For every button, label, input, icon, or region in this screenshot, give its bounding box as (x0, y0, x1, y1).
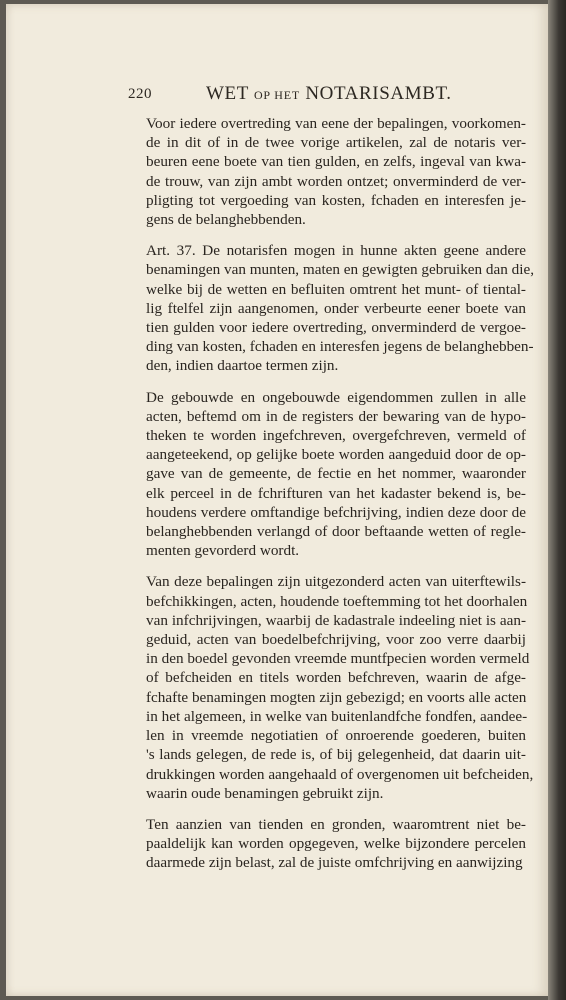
running-head-post: NOTARISAMBT. (305, 83, 452, 104)
running-head-small: OP HET (253, 88, 300, 102)
running-head (206, 83, 452, 105)
text-line: aangeteekend, op gelijke boete worden aangeduid door de op- (146, 446, 526, 464)
text-line: menten gevorderd wordt. (146, 542, 300, 560)
text-line: of befcheiden en titels worden befchreven, waarin de afge- (146, 669, 526, 687)
paragraph (146, 815, 526, 873)
text-line: befchikkingen, acten, houdende toeftemming tot het doorhalen (146, 592, 528, 610)
text-line: Voor iedere overtreding van eene der bepalingen, voorkomen- (146, 115, 526, 132)
text-line: in het algemeen, in welke van buitenlandfche fondfen, aandee- (146, 707, 528, 725)
text-line: beuren eene boete van tien gulden, en zelfs, ingeval van kwa- (146, 153, 526, 171)
paragraph (146, 572, 534, 802)
text-line: geduid, acten van boedelbefchrijving, voor zoo verre daarbij (146, 631, 526, 649)
text-line: lig ftelfel zijn aangenomen, onder verbeurte eener boete van (146, 299, 526, 317)
text-line: Ten aanzien van tienden en gronden, waaromtrent niet be- (146, 815, 526, 833)
page-number: 220 (128, 86, 152, 102)
text-line: De gebouwde en ongebouwde eigendommen zullen in alle (146, 388, 526, 406)
text-line: 's lands gelegen, de rede is, of bij gelegenheid, dat daarin uit- (146, 746, 526, 764)
text-line: Van deze bepalingen zijn uitgezonderd acten van uiterftewils- (146, 573, 526, 591)
text-line: daarmede zijn belast, zal de juiste omfchrijving en aanwijzing (146, 854, 523, 872)
text-line: acten, beftemd om in de registers der bewaring van de hypo- (146, 407, 526, 425)
text-line: gens de belanghebbenden. (146, 211, 306, 229)
text-line: paaldelijk kan worden opgegeven, welke bijzondere percelen (146, 835, 526, 853)
body-text (146, 114, 535, 873)
text-line: elk perceel in de fchrifturen van het kadaster bekend is, be- (146, 484, 526, 502)
text-line: ding van kosten, fchaden en interesfen jegens de belanghebben- (146, 338, 534, 356)
text-line: in den boedel gevonden vreemde muntfpecien worden vermeld (146, 650, 530, 668)
text-line: len in vreemde negotiatien of onroerende goederen, buiten (146, 727, 526, 745)
text-line: pligting tot vergoeding van kosten, fchaden en interesfen je- (146, 191, 526, 209)
page-edge-shadow (548, 0, 566, 1000)
running-head-pre: WET (206, 83, 249, 104)
paragraph (146, 114, 526, 229)
text-line: de trouw, van zijn ambt worden ontzet; onverminderd de ver- (146, 172, 526, 190)
text-line: benamingen van munten, maten en gewigten gebruiken dan die, (146, 261, 535, 279)
text-line: de in dit of in de twee vorige artikelen, zal de notaris ver- (146, 134, 526, 152)
text-line: Art. 37. De notarisfen mogen in hunne akten geene andere (146, 242, 526, 260)
paragraph (146, 388, 526, 561)
text-line: fchafte benamingen mogten zijn gebezigd; en voorts alle acten (146, 688, 527, 706)
text-line: waarin oude benamingen gebruikt zijn. (146, 784, 384, 802)
text-line: houdens verdere omftandige befchrijving, indien deze door de (146, 503, 526, 521)
text-line: belanghebbenden verlangd of door beftaande wetten of regle- (146, 523, 526, 541)
paragraph (146, 241, 535, 375)
text-line: welke bij de wetten en befluiten omtrent het munt- of tiental- (146, 280, 526, 298)
text-line: den, indien daartoe termen zijn. (146, 357, 339, 375)
text-line: theken te worden ingefchreven, overgefchreven, vermeld of (146, 427, 526, 445)
text-line: van infchrijvingen, waarbij de kadastrale indeeling niet is aan- (146, 611, 526, 629)
text-line: gave van de gemeente, de fectie en het nommer, waaronder (146, 465, 526, 483)
text-line: tien gulden voor iedere overtreding, onverminderd de vergoe- (146, 319, 526, 337)
page-header (128, 83, 458, 107)
text-line: drukkingen worden aangehaald of overgenomen uit befcheiden, (146, 765, 534, 783)
